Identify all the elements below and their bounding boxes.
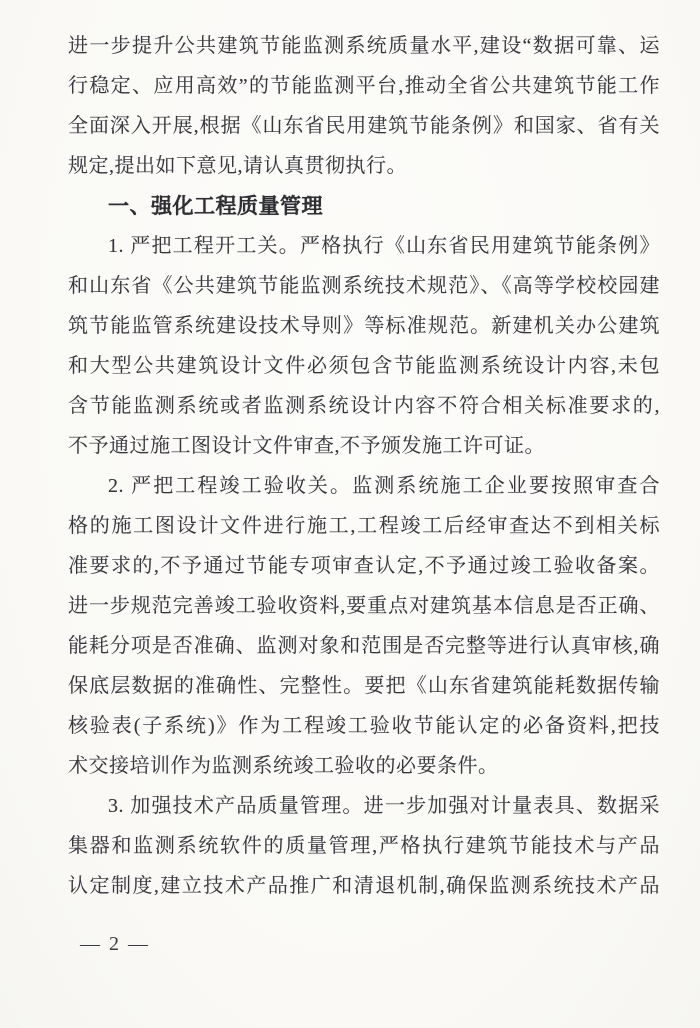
- text-line: 全面深入开展,根据《山东省民用建筑节能条例》和国家、省有关: [68, 115, 660, 137]
- text-line: 术交接培训作为监测系统竣工验收的必要条件。: [68, 755, 499, 777]
- text-line: 格的施工图设计文件进行施工,工程竣工后经审查达不到相关标: [68, 515, 660, 537]
- text-line: 含节能监测系统或者监测系统设计内容不符合相关标准要求的,: [68, 395, 660, 417]
- text-line: 进一步规范完善竣工验收资料,要重点对建筑基本信息是否正确、: [68, 595, 660, 617]
- text-line: 保底层数据的准确性、完整性。要把《山东省建筑能耗数据传输: [68, 675, 660, 697]
- text-line: 核验表(子系统)》作为工程竣工验收节能认定的必备资料,把技: [68, 715, 660, 737]
- paragraph: [68, 26, 660, 186]
- text-line: 1. 严把工程开工关。严格执行《山东省民用建筑节能条例》: [108, 235, 660, 257]
- text-line: 3. 加强技术产品质量管理。进一步加强对计量表具、数据采: [108, 795, 660, 817]
- paragraph: [68, 226, 660, 466]
- text-line: 不予通过施工图设计文件审查,不予颁发施工许可证。: [68, 435, 545, 457]
- text-line: 一、强化工程质量管理: [108, 194, 323, 218]
- text-line: 规定,提出如下意见,请认真贯彻执行。: [68, 155, 407, 177]
- text-line: 集器和监测系统软件的质量管理,严格执行建筑节能技术与产品: [68, 835, 660, 857]
- text-line: 行稳定、应用高效”的节能监测平台,推动全省公共建筑节能工作: [68, 75, 660, 97]
- text-line: 准要求的,不予通过节能专项审查认定,不予通过竣工验收备案。: [68, 555, 660, 577]
- page-number: — 2 —: [80, 933, 150, 955]
- paragraph: [68, 786, 660, 906]
- text-line: 能耗分项是否准确、监测对象和范围是否完整等进行认真审核,确: [68, 635, 660, 657]
- paragraph: [68, 466, 660, 786]
- text-line: 进一步提升公共建筑节能监测系统质量水平,建设“数据可靠、运: [68, 35, 660, 57]
- text-line: 2. 严把工程竣工验收关。监测系统施工企业要按照审查合: [108, 475, 660, 497]
- text-line: 和大型公共建筑设计文件必须包含节能监测系统设计内容,未包: [68, 355, 660, 377]
- document-text-block: [68, 26, 660, 906]
- text-line: 认定制度,建立技术产品推广和清退机制,确保监测系统技术产品: [68, 875, 660, 897]
- text-line: 筑节能监管系统建设技术导则》等标准规范。新建机关办公建筑: [68, 315, 660, 337]
- text-line: 和山东省《公共建筑节能监测系统技术规范》、《高等学校校园建: [68, 275, 660, 297]
- section-heading: [68, 186, 660, 226]
